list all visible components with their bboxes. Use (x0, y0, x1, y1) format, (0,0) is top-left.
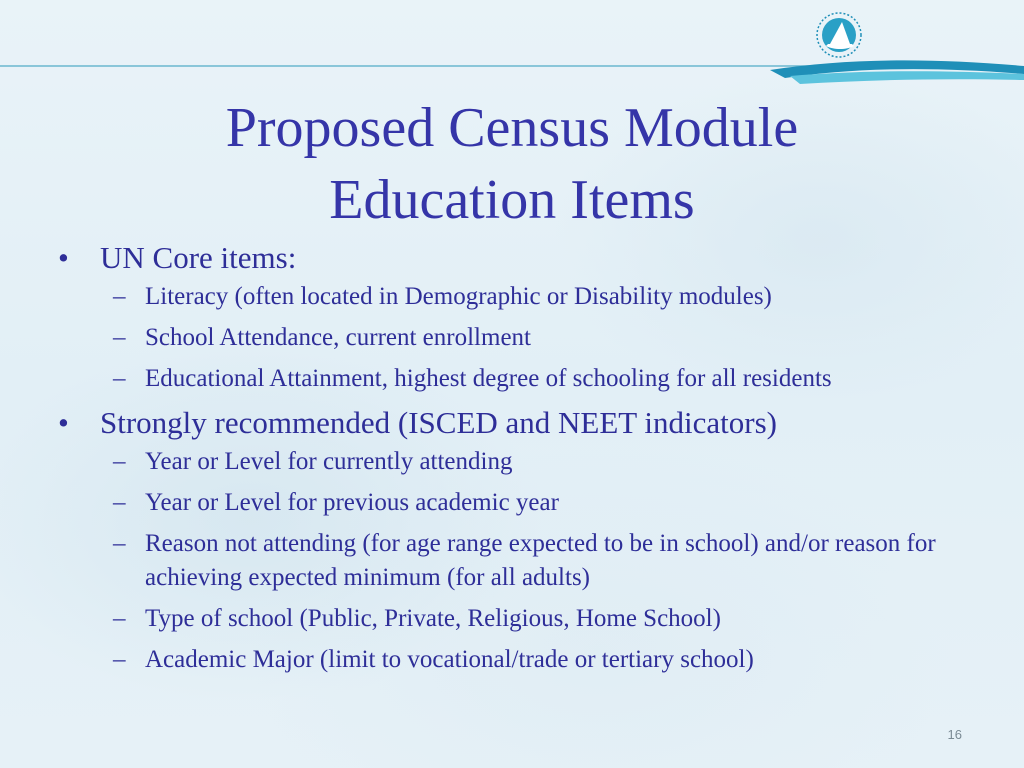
sub-bullet-text: Educational Attainment, highest degree of schooling for all residents (145, 365, 832, 392)
dash-icon: – (113, 530, 126, 557)
sub-bullet-text: Reason not attending (for age range expected to be in school) and/or reason for achieving expected minimum (for all adults) (145, 530, 936, 591)
sub-bullet (58, 321, 998, 355)
header-decoration (0, 0, 1024, 90)
slide-title-line-2: Education Items (329, 169, 695, 231)
bullet-un-core-items (58, 238, 998, 278)
sub-bullet-text: Year or Level for previous academic year (145, 489, 559, 516)
dash-icon: – (113, 283, 126, 310)
sub-bullet (58, 280, 998, 314)
sailing-canoe-logo-icon (817, 13, 861, 57)
sub-bullet (58, 445, 998, 479)
dash-icon: – (113, 448, 126, 475)
slide-title-line-1: Proposed Census Module (225, 97, 799, 159)
dash-icon: – (113, 605, 126, 632)
dash-icon: – (113, 489, 126, 516)
bullet-dot-icon: • (58, 240, 69, 275)
bullet-label: Strongly recommended (ISCED and NEET indicators) (100, 405, 777, 440)
bullet-strongly-recommended (58, 403, 998, 443)
sub-bullet-text: Literacy (often located in Demographic or Disability modules) (145, 283, 772, 310)
bullet-dot-icon: • (58, 405, 69, 440)
sub-bullet-text: Academic Major (limit to vocational/trade or tertiary school) (145, 646, 754, 673)
sub-bullet-text: Type of school (Public, Private, Religious, Home School) (145, 605, 721, 632)
dash-icon: – (113, 324, 126, 351)
sub-bullet (58, 527, 998, 595)
sub-bullet (58, 486, 998, 520)
dash-icon: – (113, 646, 126, 673)
page-number: 16 (947, 727, 962, 742)
sub-bullet-text: School Attendance, current enrollment (145, 324, 531, 351)
sub-bullet (58, 362, 998, 396)
slide-title (100, 92, 924, 236)
dash-icon: – (113, 365, 126, 392)
slide-body (58, 238, 998, 684)
header-wave-light (790, 71, 1024, 84)
sub-bullet (58, 602, 998, 636)
sub-bullet-text: Year or Level for currently attending (145, 448, 513, 475)
sub-bullet (58, 643, 998, 677)
bullet-label: UN Core items: (100, 240, 297, 275)
